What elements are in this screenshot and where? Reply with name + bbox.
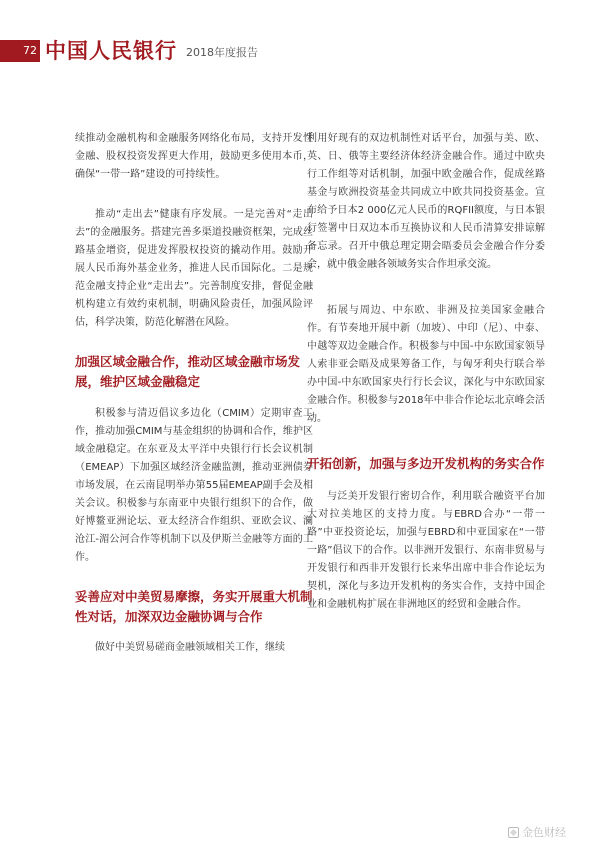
watermark — [508, 824, 566, 840]
watermark-text: 金色财经 — [522, 826, 566, 839]
left-paragraph-2: 推动“走出去”健康有序发展。一是完善对“走出去”的金融服务。搭建完善多渠道投融资框架，完成丝路基金增资，促进发挥股权投资的撬动作用。鼓励开展人民币海外基金业务，推进人民币国际化。二是规范金融支持企业“走出去”。完善制度安排，督促金融机构建立有效约束机制，明确风险责任，加强风险评估，科学决策，防范化解潜在风险。 — [75, 209, 313, 328]
page-number: 72 — [0, 40, 40, 62]
report-title: 2018年度报告 — [186, 46, 258, 59]
left-paragraph-3: 积极参与清迈倡议多边化（CMIM）定期审查工作，推动加强CMIM与基金组织的协调和合作，维护区域金融稳定。在东亚及太平洋中央银行行长会议机制（EMEAP）下加强区域经济金融监测，推动亚洲债券市场发展，在云南昆明举办第55届EMEAP副手会及相关会议。积极参与东南亚中央银行组织下的合作，做好博鳌亚洲论坛、亚太经济合作组织、亚欧会议、澜沧江-湄公河合作等机制下以及伊斯兰金融等方面的工作。 — [75, 408, 313, 563]
right-paragraph-2: 拓展与周边、中东欧、非洲及拉美国家金融合作。有节奏地开展中新（加坡）、中印（尼）、中泰、中越等双边金融合作。积极参与中国-中东欧国家领导人索非亚会晤及成果筹备工作，与匈牙利央行联合举办中国-中东欧国家央行行长会议，深化与中东欧国家金融合作。积极参与2018年中非合作论坛北京峰会活动。 — [307, 305, 545, 424]
page-header — [0, 0, 600, 70]
section-heading-multilateral-institutions: 开拓创新，加强与多边开发机构的务实合作 — [307, 456, 545, 471]
right-paragraph-1: 利用好现有的双边机制性对话平台，加强与美、欧、英、日、俄等主要经济体经济金融合作。通过中欧央行工作组等对话机制，加强中欧金融合作，促成丝路基金与欧洲投资基金共同成立中欧共同投资基金。宣布给予日本2 000亿元人民币的RQFII额度，与日本银行签署中日双边本币互换协议和人民币清算安排谅解备忘录。召开中俄总理定期会晤委员会金融合作分委会，就中俄金融各领域务实合作坦承交流。 — [307, 133, 545, 270]
section-heading-regional-cooperation: 加强区域金融合作，推动区域金融市场发展，维护区域金融稳定 — [75, 354, 301, 389]
right-column — [307, 130, 545, 614]
pboc-logo: 中国人民银行 — [45, 38, 177, 63]
right-paragraph-3: 与泛美开发银行密切合作，利用联合融资平台加大对拉美地区的支持力度。与EBRD合办“一带一路”中亚投资论坛，加强与EBRD和中亚国家在“一带一路”倡议下的合作。以非洲开发银行、东南非贸易与开发银行和西非开发银行长来华出席中非合作论坛为契机，深化与多边开发机构的务实合作，支持中国企业和金融机构扩展在非洲地区的经贸和金融合作。 — [307, 491, 545, 610]
left-paragraph-1: 续推动金融机构和金融服务网络化布局，支持开发性金融、股权投资发挥更大作用，鼓励更多使用本币，确保“一带一路”建设的可持续性。 — [75, 133, 313, 180]
section-heading-sino-us-trade: 妥善应对中美贸易摩擦，务实开展重大机制性对话，加深双边金融协调与合作 — [75, 589, 313, 624]
left-paragraph-4: 做好中美贸易磋商金融领域相关工作，继续 — [95, 642, 285, 653]
watermark-logo-icon — [508, 827, 519, 838]
left-column — [75, 130, 313, 657]
